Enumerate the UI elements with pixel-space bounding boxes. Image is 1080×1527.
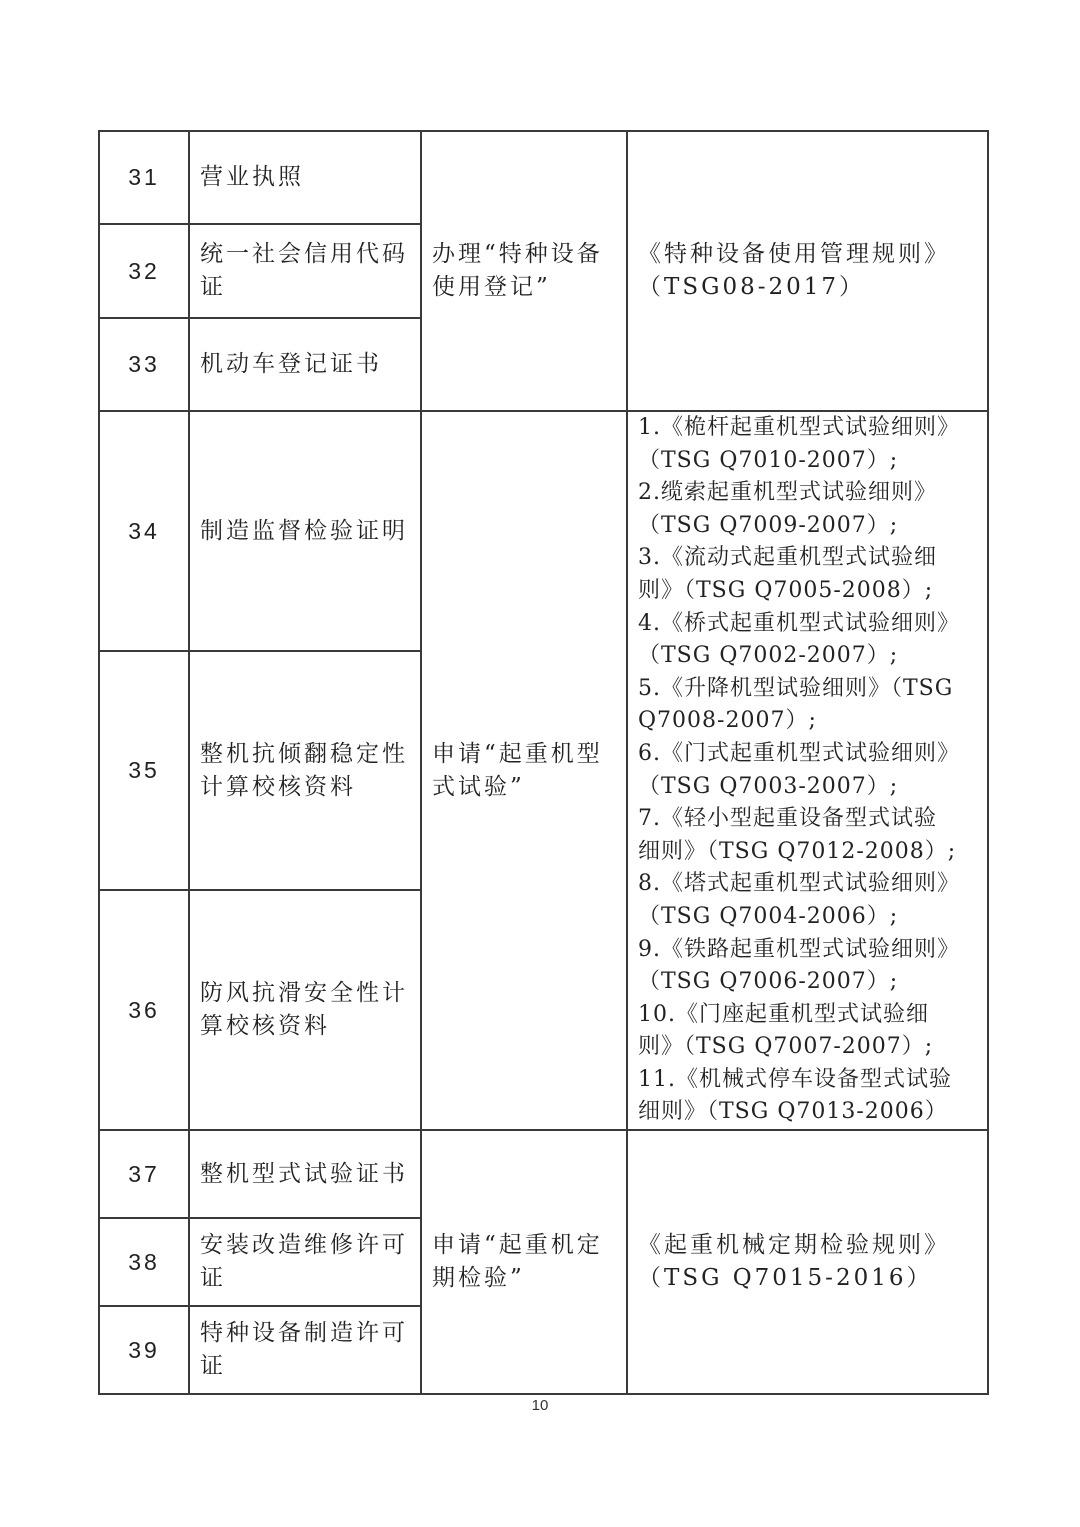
table-row (99, 411, 988, 651)
material-name: 整机型式试验证书 (189, 1130, 421, 1218)
row-number: 38 (99, 1218, 189, 1306)
basis-cell: 《特种设备使用管理规则》（TSG08-2017） (627, 131, 988, 411)
row-number: 32 (99, 224, 189, 318)
row-number: 39 (99, 1306, 189, 1394)
standards-list (627, 411, 988, 1130)
basis-cell: 《起重机械定期检验规则》（TSG Q7015-2016） (627, 1130, 988, 1394)
material-name: 安装改造维修许可证 (189, 1218, 421, 1306)
standard-line: （TSG Q7002-2007）; (638, 643, 899, 669)
row-number: 35 (99, 651, 189, 890)
material-name: 统一社会信用代码证 (189, 224, 421, 318)
standard-line: 1.《桅杆起重机型式试验细则》 (638, 415, 960, 440)
materials-table (98, 130, 989, 1395)
activity-cell: 办理“特种设备使用登记” (421, 131, 627, 411)
table-row (99, 1130, 988, 1218)
standard-line: 则》（TSG Q7005-2008）; (638, 577, 934, 603)
row-number: 37 (99, 1130, 189, 1218)
row-number: 36 (99, 890, 189, 1130)
standard-line: （TSG Q7004-2006）; (638, 903, 899, 929)
standard-line: （TSG Q7003-2007）; (638, 773, 899, 799)
standard-line: 2.缆索起重机型式试验细则》 (638, 480, 937, 506)
standard-line: 5.《升降机型试验细则》（TSG (638, 675, 954, 701)
standard-line: 细则》（TSG Q7013-2006） (638, 1099, 948, 1125)
row-number: 31 (99, 131, 189, 224)
standard-line: 3.《流动式起重机型式试验细 (638, 545, 937, 571)
standard-line: 10.《门座起重机型式试验细 (638, 1001, 929, 1027)
material-name: 特种设备制造许可证 (189, 1306, 421, 1394)
standard-line: Q7008-2007）; (638, 708, 817, 734)
standard-line: 6.《门式起重机型式试验细则》 (638, 740, 960, 766)
material-name: 机动车登记证书 (189, 318, 421, 411)
material-name: 防风抗滑安全性计算校核资料 (189, 890, 421, 1130)
activity-cell: 申请“起重机型式试验” (421, 411, 627, 1130)
standard-line: 9.《铁路起重机型式试验细则》 (638, 936, 960, 962)
standard-line: （TSG Q7006-2007）; (638, 969, 899, 995)
table-row (99, 131, 988, 224)
row-number: 33 (99, 318, 189, 411)
standard-line: 则》（TSG Q7007-2007）; (638, 1034, 934, 1060)
standard-line: 细则》（TSG Q7012-2008）; (638, 838, 957, 864)
page-number: 10 (531, 1397, 549, 1414)
row-number: 34 (99, 411, 189, 651)
standard-line: 8.《塔式起重机型式试验细则》 (638, 871, 960, 897)
standard-line: （TSG Q7009-2007）; (638, 512, 899, 538)
material-name: 整机抗倾翻稳定性计算校核资料 (189, 651, 421, 890)
material-name: 制造监督检验证明 (189, 411, 421, 651)
material-name: 营业执照 (189, 131, 421, 224)
standard-line: 7.《轻小型起重设备型式试验 (638, 806, 937, 832)
standard-line: 4.《桥式起重机型式试验细则》 (638, 610, 960, 636)
standard-line: 11.《机械式停车设备型式试验 (638, 1066, 952, 1092)
activity-cell: 申请“起重机定期检验” (421, 1130, 627, 1394)
standard-line: （TSG Q7010-2007）; (638, 447, 899, 473)
